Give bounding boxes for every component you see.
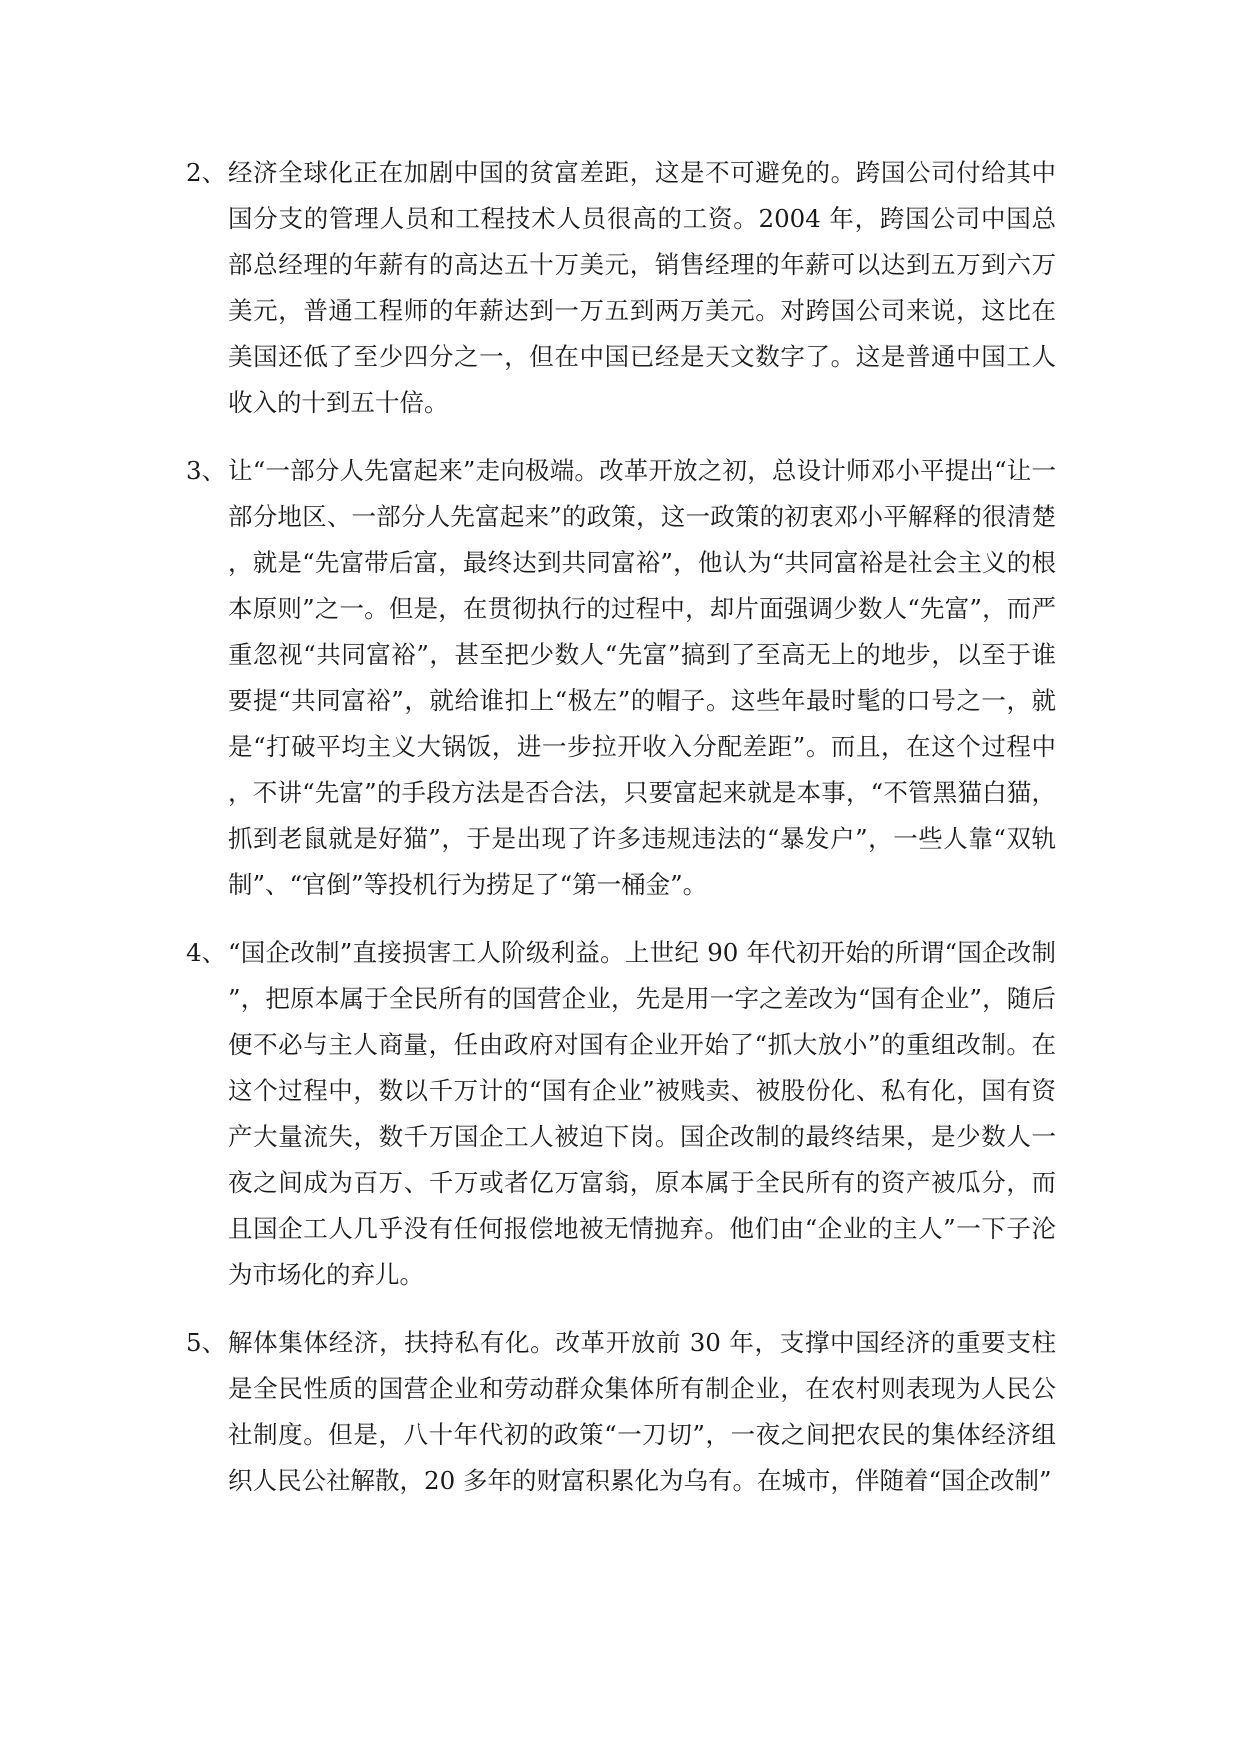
item-paragraph: “国企改制”直接损害工人阶级利益。上世纪 90 年代初开始的所谓“国企改制”，把原本属于全民所有的国营企业，先是用一字之差改为“国有企业”，随后便不必与主人商量，任由政府对国有企业开始了“抓大放小”的重组改制。在这个过程中，数以千万计的“国有企业”被贱卖、被股份化、私有化，国有资产大量流失，数千万国企工人被迫下岗。国企改制的最终结果，是少数人一夜之间成为百万、千万或者亿万富翁，原本属于全民所有的资产被瓜分，而且国企工人几乎没有任何报偿地被无情抛弃。他们由“企业的主人”一下子沦为市场化的弃儿。 <box>228 938 1056 1289</box>
item-number: 4、 <box>186 938 227 967</box>
list-item <box>186 150 1056 426</box>
list-item <box>186 930 1056 1298</box>
list-item <box>186 1320 1056 1504</box>
item-number: 5、 <box>186 1328 227 1357</box>
item-paragraph: 经济全球化正在加剧中国的贫富差距，这是不可避免的。跨国公司付给其中国分支的管理人员和工程技术人员很高的工资。2004 年，跨国公司中国总部总经理的年薪有的高达五十万美元，销售经理的年薪可以达到五万到六万美元，普通工程师的年薪达到一万五到两万美元。对跨国公司来说，这比在美国还低了至少四分之一，但在中国已经是天文数字了。这是普通中国工人收入的十到五十倍。 <box>228 158 1056 417</box>
numbered-paragraph-list <box>186 150 1056 1526</box>
item-number: 3、 <box>186 456 227 485</box>
list-item <box>186 448 1056 908</box>
item-paragraph: 解体集体经济，扶持私有化。改革开放前 30 年，支撑中国经济的重要支柱是全民性质的国营企业和劳动群众集体所有制企业，在农村则表现为人民公社制度。但是，八十年代初的政策“一刀切”，一夜之间把农民的集体经济组织人民公社解散，20 多年的财富积累化为乌有。在城市，伴随着“国企改制” <box>228 1328 1056 1495</box>
item-paragraph: 让“一部分人先富起来”走向极端。改革开放之初，总设计师邓小平提出“让一部分地区、一部分人先富起来”的政策，这一政策的初衷邓小平解释的很清楚，就是“先富带后富，最终达到共同富裕”，他认为“共同富裕是社会主义的根本原则”之一。但是，在贯彻执行的过程中，却片面强调少数人“先富”，而严重忽视“共同富裕”，甚至把少数人“先富”搞到了至高无上的地步，以至于谁要提“共同富裕”，就给谁扣上“极左”的帽子。这些年最时髦的口号之一，就是“打破平均主义大锅饭，进一步拉开收入分配差距”。而且，在这个过程中，不讲“先富”的手段方法是否合法，只要富起来就是本事，“不管黑猫白猫，抓到老鼠就是好猫”，于是出现了许多违规违法的“暴发户”，一些人靠“双轨制”、“官倒”等投机行为捞足了“第一桶金”。 <box>228 456 1056 899</box>
item-number: 2、 <box>186 158 227 187</box>
